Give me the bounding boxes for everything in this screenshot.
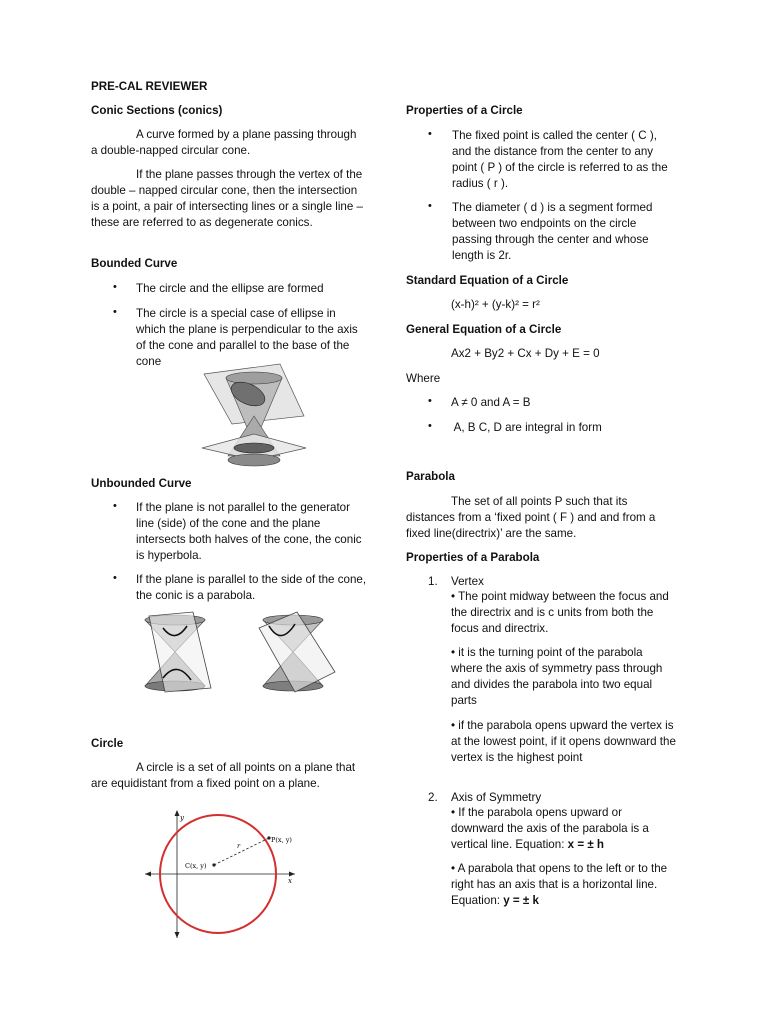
center-label: C(x, y) bbox=[185, 862, 207, 870]
axis-label: Axis of Symmetry bbox=[451, 791, 542, 804]
vertex-item-3: • if the parabola opens upward the vertex is at the lowest point, if it opens downward the vertex is the highest point bbox=[451, 719, 676, 764]
unbounded-item-2: If the plane is parallel to the side of the cone, the conic is a parabola. bbox=[136, 573, 367, 602]
vertex-item-2: • it is the turning point of the parabola where the axis of symmetry pass through and divides the parabola into two equal parts bbox=[451, 646, 663, 707]
vertex-item-1: • The point midway between the focus and the directrix and is c units from both the focus and directrix. bbox=[451, 590, 669, 635]
bounded-item-2: The circle is a special case of ellipse in which the plane is perpendicular to the axis of the cone and parallel to the base of the cone bbox=[136, 307, 358, 368]
bullet: • bbox=[113, 572, 117, 584]
center-point bbox=[212, 863, 215, 866]
parabola-heading: Parabola bbox=[406, 470, 455, 483]
standard-equation-heading: Standard Equation of a Circle bbox=[406, 274, 569, 287]
y-axis-label: y bbox=[180, 814, 184, 822]
x-axis-arrow-icon bbox=[289, 872, 295, 877]
circle-property-2: The diameter ( d ) is a segment formed between two endpoints on the circle passing through the center and whose length is 2r. bbox=[452, 201, 653, 262]
where-item-2: A, B C, D are integral in form bbox=[451, 421, 602, 434]
vertex-label: Vertex bbox=[451, 575, 484, 588]
radius-label: r bbox=[237, 842, 241, 850]
standard-equation: (x-h)² + (y-k)² = r² bbox=[451, 298, 540, 311]
circle-paragraph: A circle is a set of all points on a plane that are equidistant from a fixed point on a plane. bbox=[91, 761, 356, 790]
axis-item-2-text: • A parabola that opens to the left or to the right has an axis that is a horizontal line. Equation: bbox=[451, 862, 668, 907]
properties-circle-heading: Properties of a Circle bbox=[406, 104, 523, 117]
axis-equation-1: x = ± h bbox=[564, 838, 604, 851]
where-label: Where bbox=[406, 372, 441, 385]
x-axis-label: x bbox=[288, 877, 292, 885]
cone-ellipse-circle-figure bbox=[198, 364, 310, 470]
y-axis-arrow-icon bbox=[175, 810, 180, 816]
point-label: P(x, y) bbox=[271, 836, 292, 844]
bounded-item-1: The circle and the ellipse are formed bbox=[136, 282, 324, 295]
unbounded-item-1: If the plane is not parallel to the generator line (side) of the cone and the plane intersects both halves of the cone, the conic is hyperbola. bbox=[136, 501, 362, 562]
y-axis-arrow-down-icon bbox=[175, 932, 180, 938]
bullet: • bbox=[113, 500, 117, 512]
conic-paragraph-1: A curve formed by a plane passing through a double-napped circular cone. bbox=[91, 128, 357, 157]
radius-line bbox=[214, 838, 269, 865]
general-equation: Ax2 + By2 + Cx + Dy + E = 0 bbox=[451, 347, 600, 360]
circle-diagram bbox=[145, 810, 295, 940]
bullet: • bbox=[113, 281, 117, 293]
parabola-cone-figure bbox=[251, 612, 337, 692]
parabola-paragraph: The set of all points P such that its distances from a ‘fixed point ( F ) and and from a fixed line(directrix)’ are the same. bbox=[406, 495, 656, 540]
general-equation-heading: General Equation of a Circle bbox=[406, 323, 562, 336]
where-item-1: A ≠ 0 and A = B bbox=[451, 396, 531, 409]
conic-paragraph-2: If the plane passes through the vertex of the double – napped circular cone, then the intersection is a point, a pair of intersecting lines or a single line – these are referred to as degenerate conics. bbox=[91, 168, 363, 229]
bullet: • bbox=[113, 306, 117, 318]
circle-heading: Circle bbox=[91, 737, 124, 750]
circle-property-1: The fixed point is called the center ( C ), and the distance from the center to any point ( P ) of the circle is referred to as the radius ( r ). bbox=[452, 129, 668, 190]
bullet: • bbox=[428, 420, 432, 432]
unbounded-curve-heading: Unbounded Curve bbox=[91, 477, 192, 490]
axis-equation-2: y = ± k bbox=[500, 894, 539, 907]
bullet: • bbox=[428, 395, 432, 407]
axis-item-2 bbox=[451, 861, 677, 909]
axis-item-1-text: • If the parabola opens upward or downward the axis of the parabola is a vertical line. Equation: bbox=[451, 806, 649, 851]
properties-parabola-heading: Properties of a Parabola bbox=[406, 551, 540, 564]
hyperbola-cone-figure bbox=[135, 614, 217, 694]
vertex-number: 1. bbox=[428, 575, 438, 588]
axis-item-1 bbox=[451, 805, 677, 853]
axis-number: 2. bbox=[428, 791, 438, 804]
bounded-curve-heading: Bounded Curve bbox=[91, 257, 178, 270]
bullet: • bbox=[428, 200, 432, 212]
conic-sections-heading: Conic Sections (conics) bbox=[91, 104, 223, 117]
document-title: PRE-CAL REVIEWER bbox=[91, 80, 208, 93]
bullet: • bbox=[428, 128, 432, 140]
x-axis-arrow-left-icon bbox=[145, 872, 151, 877]
